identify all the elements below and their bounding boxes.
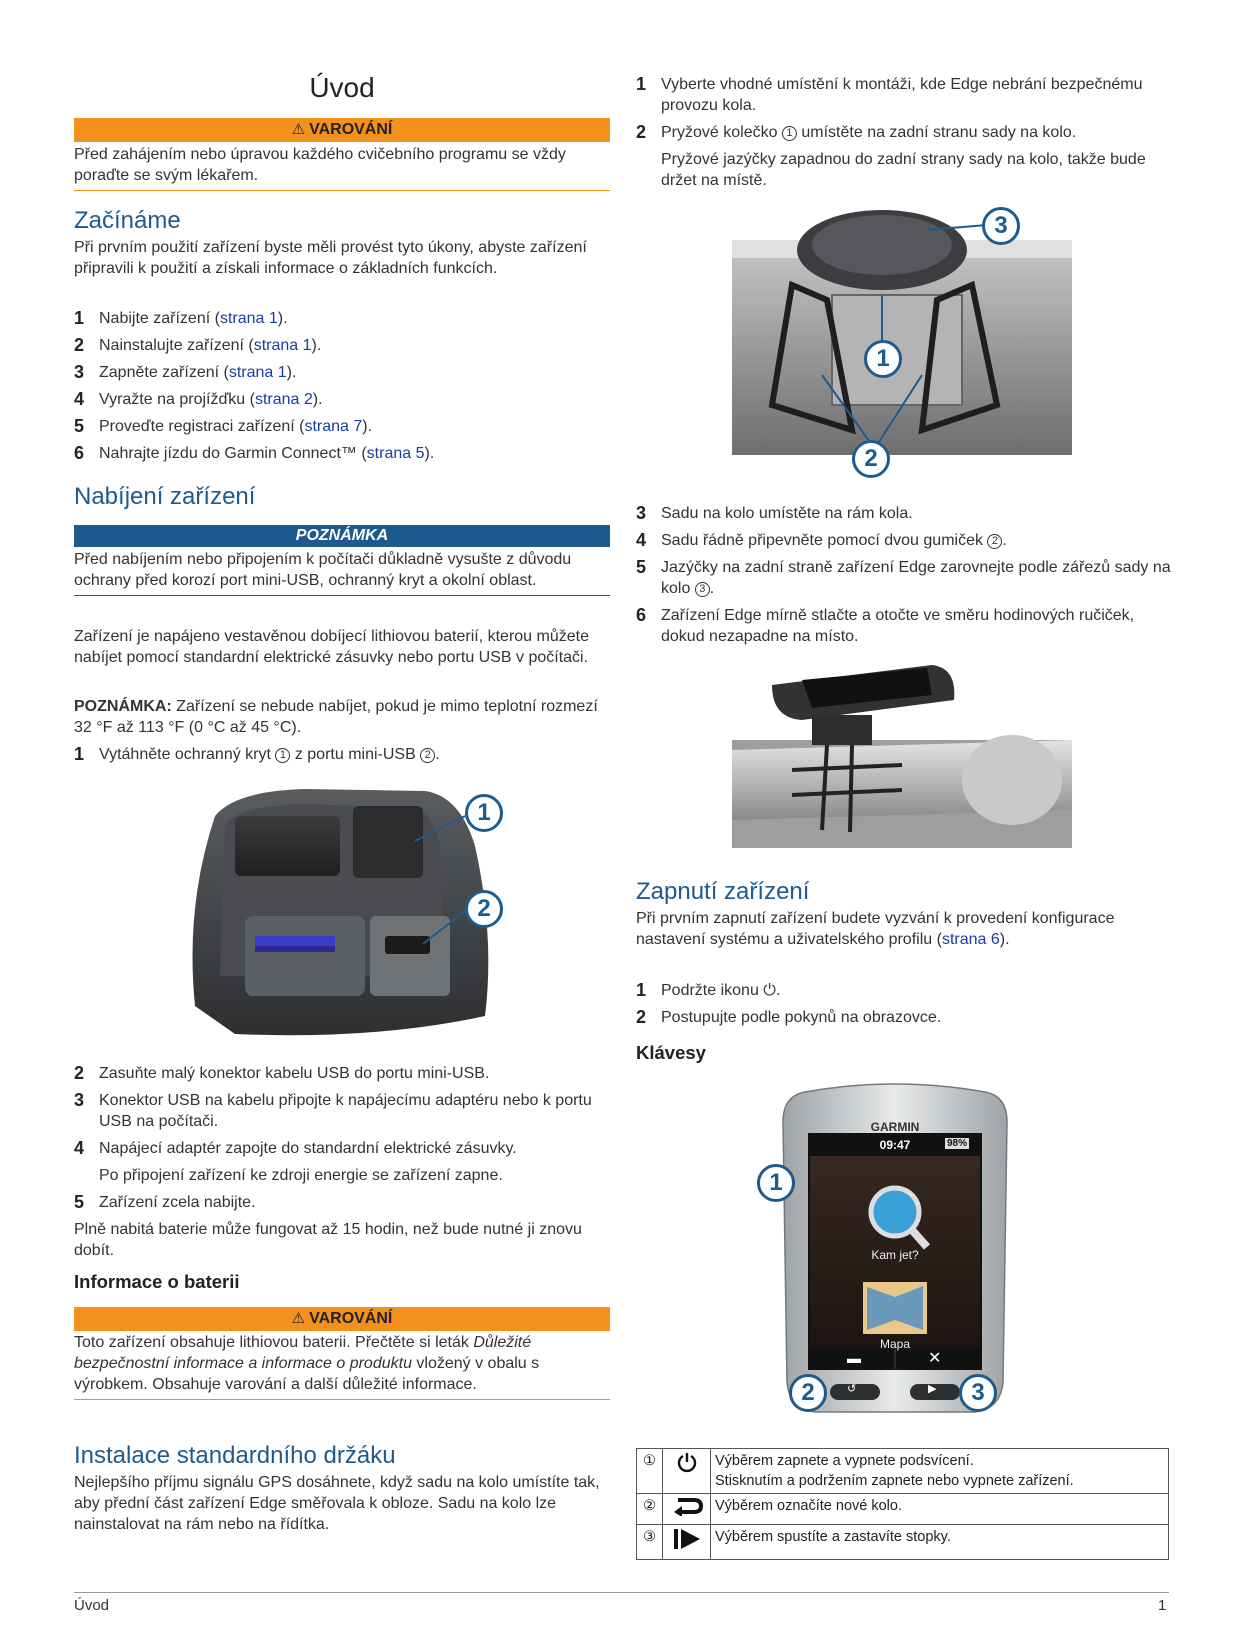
- getting-started-step: [74, 389, 610, 410]
- step-text: .: [709, 580, 715, 597]
- step-number: 1: [636, 980, 647, 1000]
- step-number: 5: [74, 416, 85, 436]
- page-link[interactable]: strana 1: [228, 364, 287, 381]
- note-text: Před nabíjením nebo připojením k počítači důkladně vysušte z důvodu ochrany před korozí port mini-USB, ochranný kryt a okolní oblast.: [74, 549, 610, 596]
- step-text: Pryžové kolečko: [661, 124, 782, 141]
- step-text: Jazýčky na zadní straně zařízení Edge zarovnejte podle zářezů sady na kolo: [661, 559, 1171, 597]
- mount-step-4: [636, 530, 1172, 551]
- step-text: Konektor USB na kabelu připojte k napájecímu adaptéru nebo k portu USB na počítači.: [99, 1092, 592, 1130]
- temperature-note: [74, 696, 610, 738]
- page-link[interactable]: strana 2: [254, 391, 313, 408]
- step-number: 3: [74, 362, 85, 382]
- step-number: 5: [636, 557, 647, 577]
- step-text: Nahrajte jízdu do Garmin Connect™ (: [99, 445, 367, 462]
- charging-para: Zařízení je napájeno vestavěnou dobíjecí lithiovou baterií, kterou můžete nabíjet pomocí standardní elektrické zásuvky nebo portu USB v počítači.: [74, 628, 589, 666]
- step-text: Zasuňte malý konektor kabelu USB do portu mini-USB.: [99, 1065, 490, 1082]
- key-description: [711, 1449, 1169, 1494]
- page-link[interactable]: strana 1: [219, 310, 278, 327]
- charge-step-2: [74, 1063, 610, 1084]
- mount-step-6: [636, 605, 1172, 647]
- power-intro-text: Při prvním zapnutí zařízení budete vyzvání k provedení konfigurace nastavení systému a uživatelského profilu (: [636, 910, 1115, 948]
- step-text: Nainstalujte zařízení (: [99, 337, 254, 354]
- note2-text: Zařízení se nebude nabíjet, pokud je mimo teplotní rozmezí 32 °F až 113 °F (0 °C až 45 °C).: [74, 698, 598, 736]
- callout-2: 2: [852, 440, 890, 478]
- power-icon: [663, 1449, 711, 1494]
- power-icon: ⏻: [763, 982, 776, 999]
- key-description: Výběrem označíte nové kolo.: [711, 1494, 1169, 1525]
- step-text: Zařízení Edge mírně stlačte a otočte ve směru hodinových ručiček, dokud nezapadne na místo.: [661, 607, 1135, 645]
- keys-table: [636, 1448, 1169, 1560]
- step-number: 2: [636, 122, 647, 142]
- callout-2: 2: [789, 1374, 827, 1412]
- key-description: Výběrem spustíte a zastavíte stopky.: [711, 1525, 1169, 1560]
- warning-label: VAROVÁNÍ: [309, 1310, 393, 1327]
- step-text-end: ).: [311, 337, 322, 354]
- table-row: [637, 1525, 1169, 1560]
- mount-step-3: [636, 503, 1172, 524]
- charge-step-4: [74, 1138, 610, 1159]
- step-text: Vytáhněte ochranný kryt: [99, 746, 276, 763]
- device-menu-item-2: Mapa: [879, 1337, 911, 1351]
- usb-port-image: [175, 786, 525, 1040]
- step-number: 1: [636, 74, 647, 94]
- device-time: 09:47: [879, 1138, 911, 1152]
- step-number: 1: [74, 308, 85, 328]
- charge-step-5: [74, 1192, 610, 1213]
- callout-2-icon: 2: [987, 534, 1002, 549]
- step-text: Vyberte vhodné umístění k montáži, kde Edge nebrání bezpečnému provozu kola.: [661, 76, 1143, 114]
- step-number: 2: [74, 335, 85, 355]
- step-number: 5: [74, 1192, 85, 1212]
- step-text: Postupujte podle pokynů na obrazovce.: [661, 1009, 942, 1026]
- table-row: [637, 1449, 1169, 1494]
- step-text: Nabijte zařízení (: [99, 310, 220, 327]
- power-step-2: [636, 1007, 1172, 1028]
- step-text: .: [1002, 532, 1007, 549]
- table-row: [637, 1494, 1169, 1525]
- power-intro-text-end: ).: [999, 931, 1010, 948]
- callout-3-icon: 3: [695, 582, 710, 597]
- step-text: Napájecí adaptér zapojte do standardní elektrické zásuvky.: [99, 1140, 517, 1157]
- key-desc-line: Výběrem zapnete a vypnete podsvícení.: [715, 1453, 974, 1469]
- play-icon: [663, 1525, 711, 1560]
- warning-text-b: vložený v obalu s výrobkem. Obsahuje varování a další důležité informace.: [74, 1355, 540, 1393]
- warning-label: VAROVÁNÍ: [309, 121, 393, 138]
- callout-2: 2: [465, 890, 503, 928]
- step-text-end: ).: [286, 364, 297, 381]
- note-bar: POZNÁMKA: [74, 525, 610, 547]
- step-text-end: ).: [312, 391, 323, 408]
- step-text-end: ).: [362, 418, 373, 435]
- charge-step-1: [74, 744, 610, 765]
- device-brand: GARMIN: [870, 1120, 920, 1134]
- heading-power: Zapnutí zařízení: [636, 878, 810, 905]
- lap-icon: ↺: [847, 1383, 857, 1395]
- page-link[interactable]: strana 5: [366, 445, 425, 462]
- warning-text-a: Toto zařízení obsahuje lithiovou baterii. Přečtěte si leták: [74, 1334, 474, 1351]
- battery-warning-bar: [74, 1307, 610, 1331]
- callout-2-icon: 2: [420, 748, 435, 763]
- device-image: [769, 1082, 1015, 1414]
- callout-1-icon: 1: [782, 126, 797, 141]
- step-number: 6: [636, 605, 647, 625]
- warning-icon: ⚠: [291, 1310, 306, 1327]
- power-page-link[interactable]: strana 6: [941, 931, 1000, 948]
- page-link[interactable]: strana 1: [253, 337, 312, 354]
- mounted-device-image: [732, 660, 1072, 848]
- charge-step-4-sub: Po připojení zařízení ke zdroji energie se zařízení zapne.: [99, 1167, 503, 1184]
- battery-life-para: Plně nabitá baterie může fungovat až 15 hodin, než bude nutné ji znovu dobít.: [74, 1221, 582, 1259]
- step-text: Zapněte zařízení (: [99, 364, 229, 381]
- step-number: 3: [74, 1090, 85, 1110]
- battery-warning-text: [74, 1332, 610, 1400]
- step-text: Vyražte na projížďku (: [99, 391, 255, 408]
- callout-1-icon: 1: [275, 748, 290, 763]
- getting-started-step: [74, 416, 610, 437]
- step-number: 4: [636, 530, 647, 550]
- note2-label: POZNÁMKA:: [74, 698, 172, 715]
- folder-icon: ▬: [847, 1350, 861, 1366]
- power-step-1: [636, 980, 1172, 1001]
- getting-started-step: [74, 443, 610, 464]
- step-text-end: ).: [277, 310, 288, 327]
- mount-step-1: [636, 74, 1172, 116]
- heading-getting-started: Začínáme: [74, 207, 181, 234]
- step-number: 2: [74, 1063, 85, 1083]
- warning-text-em: Důležité bezpečnostní informace a informace o produktu: [74, 1334, 532, 1372]
- heading-battery: Informace o baterii: [74, 1271, 240, 1292]
- step-number: 3: [636, 503, 647, 523]
- callout-3: 3: [959, 1374, 997, 1412]
- warning-bar: [74, 118, 610, 142]
- warning-icon: ⚠: [291, 121, 306, 138]
- getting-started-step: [74, 335, 610, 356]
- mount-intro: Nejlepšího příjmu signálu GPS dosáhnete, když sadu na kolo umístíte tak, aby přední část zařízení Edge směřovala k obloze. Sadu na kolo lze nainstalovat na rám nebo na řídítka.: [74, 1474, 600, 1533]
- footer-divider: [74, 1592, 1169, 1593]
- mount-step-2-sub: Pryžové jazýčky zapadnou do zadní strany sady na kolo, takže bude držet na místě.: [661, 151, 1146, 189]
- step-text: Zařízení zcela nabijte.: [99, 1194, 256, 1211]
- step-text: Sadu na kolo umístěte na rám kola.: [661, 505, 913, 522]
- callout-3: 3: [982, 207, 1020, 245]
- callout-1: 1: [864, 340, 902, 378]
- key-desc-line: Stisknutím a podržením zapnete nebo vypnete zařízení.: [715, 1473, 1074, 1489]
- step-text-end: ).: [424, 445, 435, 462]
- heading-charging: Nabíjení zařízení: [74, 483, 256, 510]
- heading-keys: Klávesy: [636, 1042, 706, 1063]
- power-intro: [636, 908, 1172, 950]
- step-number: 6: [74, 443, 85, 463]
- step-number: 1: [74, 744, 85, 764]
- page-title: Úvod: [309, 72, 375, 103]
- step-number: 2: [636, 1007, 647, 1027]
- heading-mount: Instalace standardního držáku: [74, 1442, 396, 1469]
- step-text: umístěte na zadní stranu sady na kolo.: [796, 124, 1077, 141]
- step-text: .: [775, 982, 781, 999]
- device-menu-item-1: Kam jet?: [871, 1248, 919, 1262]
- device-battery: 98%: [947, 1138, 968, 1149]
- charge-step-3: [74, 1090, 610, 1132]
- step-text: Podržte ikonu: [661, 982, 764, 999]
- callout-1: 1: [757, 1164, 795, 1202]
- step-number: 4: [74, 389, 85, 409]
- mount-step-2: [636, 122, 1172, 143]
- step-text: .: [435, 746, 440, 763]
- tools-icon: ✕: [928, 1350, 942, 1367]
- step-text: z portu mini-USB: [290, 746, 421, 763]
- key-number: ①: [637, 1449, 663, 1494]
- page-number: 1: [1158, 1597, 1167, 1614]
- step-text: Sadu řádně připevněte pomocí dvou gumiček: [661, 532, 988, 549]
- step-number: 4: [74, 1138, 85, 1158]
- play-icon: ▶: [928, 1383, 937, 1395]
- getting-started-intro: Při prvním použití zařízení byste měli provést tyto úkony, abyste zařízení připravili k použití a získali informace o základních funkcích.: [74, 239, 587, 277]
- warning-text: Před zahájením nebo úpravou každého cvičebního programu se vždy poraďte se svým lékařem.: [74, 144, 610, 191]
- mount-image-frame: [732, 205, 1072, 480]
- getting-started-step: [74, 362, 610, 383]
- callout-1: 1: [465, 794, 503, 832]
- key-number: ③: [637, 1525, 663, 1560]
- page-link[interactable]: strana 7: [304, 418, 363, 435]
- footer-section: Úvod: [74, 1597, 110, 1614]
- key-number: ②: [637, 1494, 663, 1525]
- getting-started-step: [74, 308, 610, 329]
- mount-step-5: [636, 557, 1172, 599]
- step-text: Proveďte registraci zařízení (: [99, 418, 305, 435]
- lap-icon: [663, 1494, 711, 1525]
